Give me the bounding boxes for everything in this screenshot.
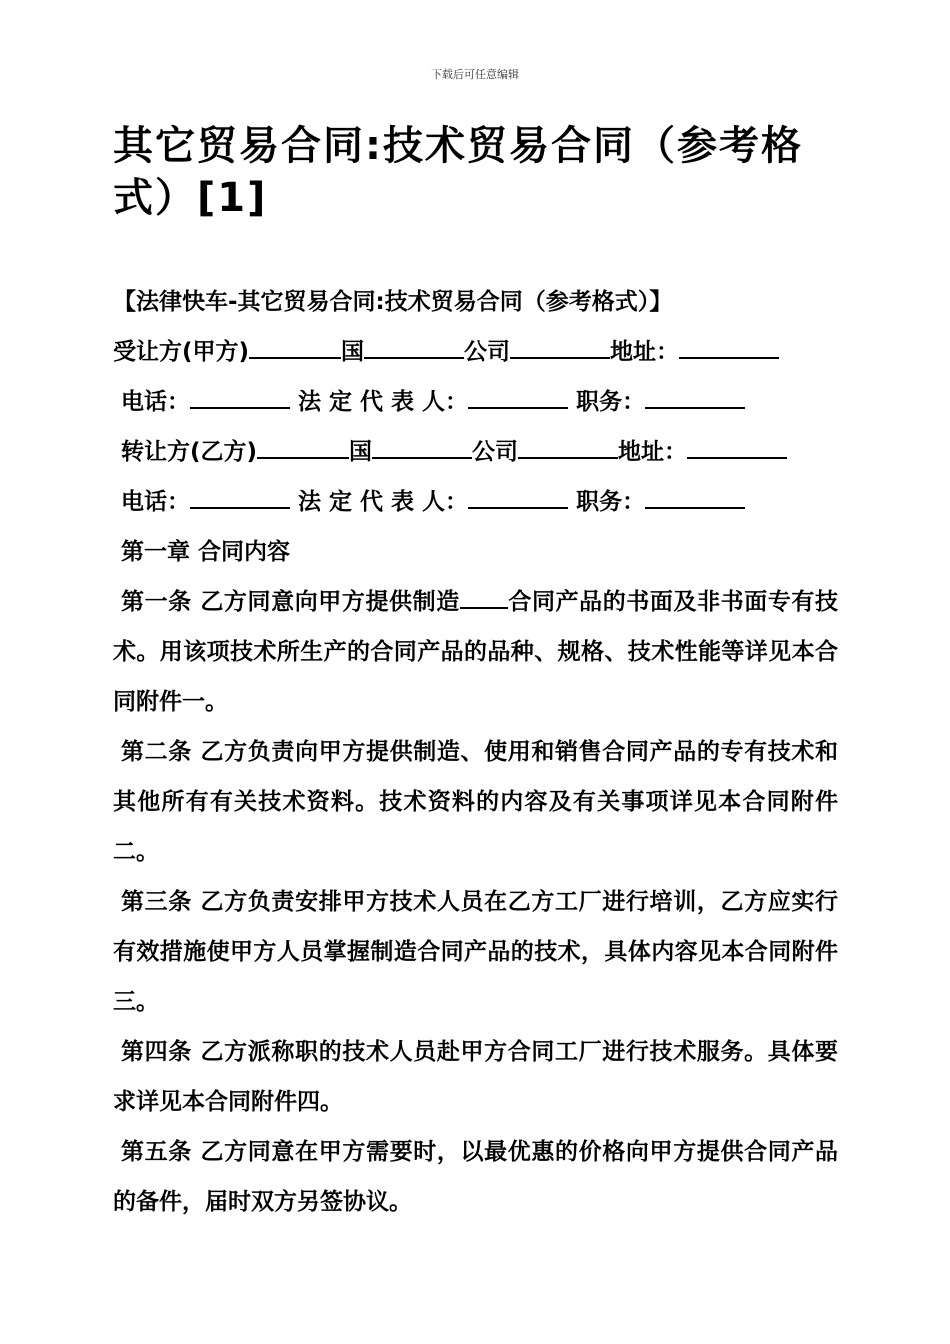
article-1-pre: 第一条 乙方同意向甲方提供制造: [121, 589, 460, 615]
blank-field: [645, 489, 745, 509]
party-b-company: 公司: [472, 439, 519, 465]
party-b-legal-rep: 法 定 代 表 人：: [298, 489, 469, 515]
blank-field: [372, 439, 472, 459]
party-b-country: 国: [349, 439, 373, 465]
blank-field: [518, 439, 618, 459]
blank-field: [257, 439, 349, 459]
party-b-contact-line: [113, 477, 838, 527]
party-a-country: 国: [341, 339, 365, 365]
blank-field: [190, 489, 290, 509]
party-a-line: [113, 327, 838, 377]
party-b-line: [113, 427, 838, 477]
article-5-text: 第五条 乙方同意在甲方需要时，以最优惠的价格向甲方提供合同产品的备件，届时双方另签协议。: [113, 1139, 838, 1215]
article-2-text: 第二条 乙方负责向甲方提供制造、使用和销售合同产品的专有技术和其他所有有关技术资料。技术资料的内容及有关事项详见本合同附件二。: [113, 739, 838, 865]
source-line: 【法律快车-其它贸易合同:技术贸易合同（参考格式）】: [113, 289, 673, 315]
blank-field: [249, 339, 341, 359]
article-1-post: 合同产品的书面及非书面专有技术。用该项技术所生产的合同产品的品种、规格、技术性能等详见本合同附件一。: [113, 589, 838, 715]
party-a-company: 公司: [464, 339, 511, 365]
blank-field: [364, 339, 464, 359]
header-note: 下载后可任意编辑: [431, 68, 519, 81]
party-a-position: 职务：: [576, 389, 646, 415]
party-a-contact-line: [113, 377, 838, 427]
article-5: [113, 1127, 838, 1227]
document-title: 其它贸易合同:技术贸易合同（参考格式）[1]: [113, 123, 803, 221]
party-b-phone: 电话：: [121, 489, 190, 515]
blank-field: [687, 439, 787, 459]
party-a-legal-rep: 法 定 代 表 人：: [298, 389, 469, 415]
article-1: [113, 577, 838, 727]
party-b-address: 地址：: [618, 439, 688, 465]
blank-field: [190, 389, 290, 409]
article-2: [113, 727, 838, 877]
blank-field: [460, 589, 508, 609]
blank-field: [468, 389, 568, 409]
party-a-address: 地址：: [610, 339, 680, 365]
article-3: [113, 877, 838, 1027]
party-a-phone: 电话：: [121, 389, 190, 415]
article-4-text: 第四条 乙方派称职的技术人员赴甲方合同工厂进行技术服务。具体要求详见本合同附件四。: [113, 1039, 838, 1115]
party-b-label: 转让方(乙方): [121, 439, 258, 465]
blank-field: [468, 489, 568, 509]
article-4: [113, 1027, 838, 1127]
party-b-position: 职务：: [576, 489, 646, 515]
article-3-text: 第三条 乙方负责安排甲方技术人员在乙方工厂进行培训，乙方应实行有效措施使甲方人员掌握制造合同产品的技术，具体内容见本合同附件三。: [113, 889, 838, 1015]
party-a-label: 受让方(甲方): [113, 339, 250, 365]
chapter-heading: 第一章 合同内容: [121, 539, 291, 565]
document-body: [113, 277, 838, 1227]
blank-field: [679, 339, 779, 359]
blank-field: [510, 339, 610, 359]
blank-field: [645, 389, 745, 409]
